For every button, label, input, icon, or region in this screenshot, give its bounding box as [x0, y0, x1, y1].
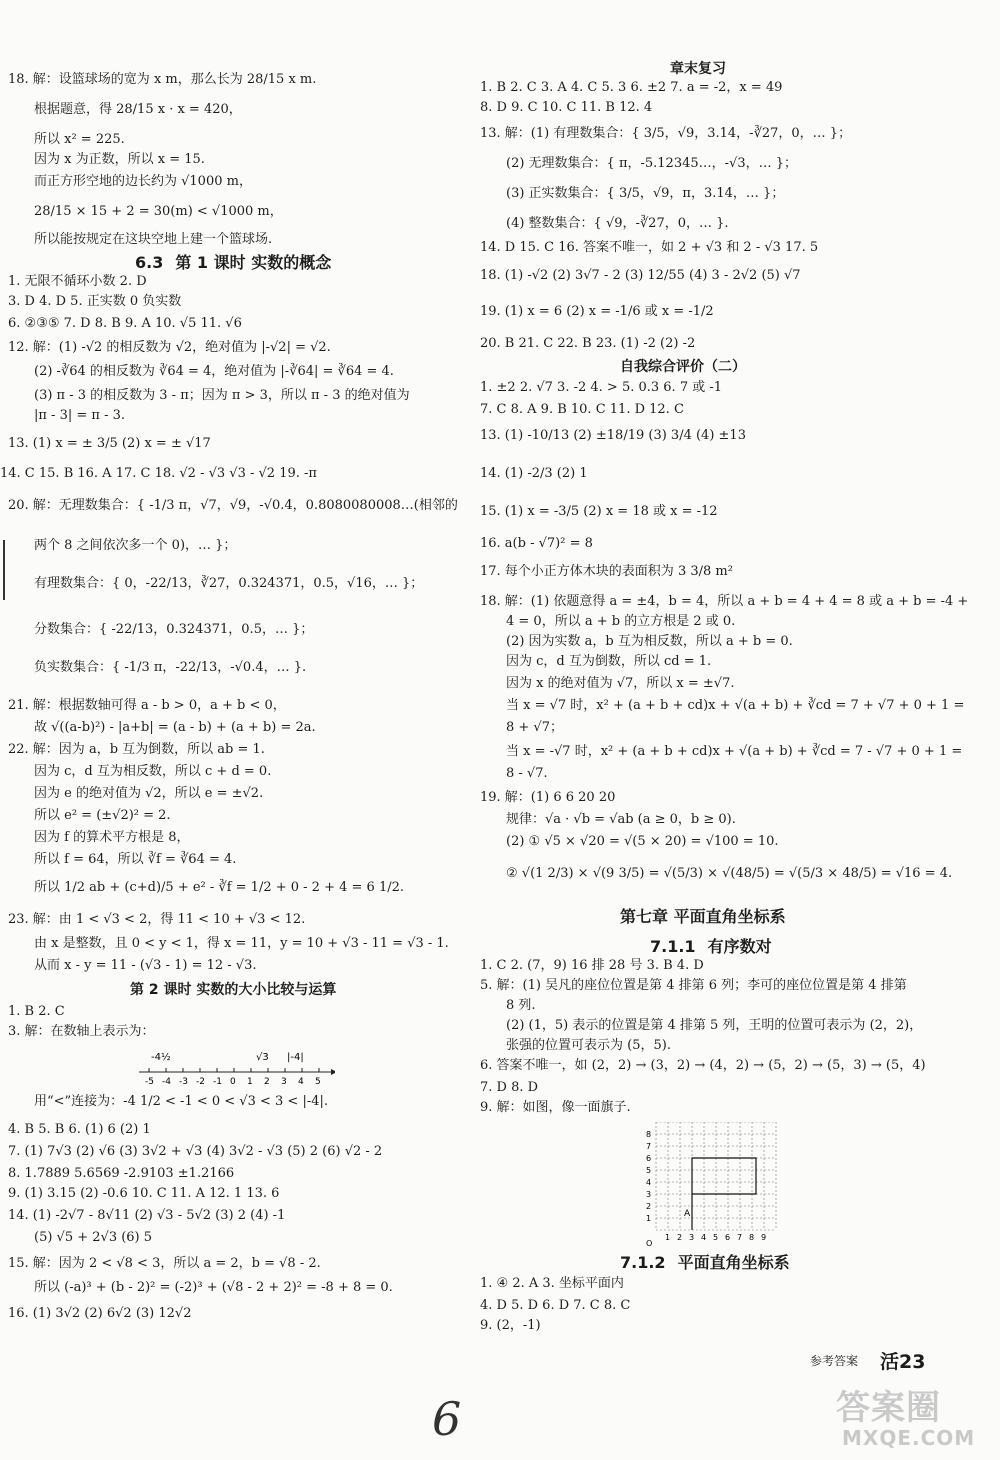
answer-line: 所以 1/2 ab + (c+d)/5 + e² - ∛f = 1/2 + 0 - 2 + 4 = 6 1/2. — [34, 880, 404, 895]
grid-x-label: 2 — [677, 1233, 683, 1242]
answer-line: 17. 每个小正方体木块的表面积为 3 3/8 m² — [480, 564, 733, 579]
answer-line: (3) 正实数集合：{ 3/5，√9，π，3.14，… }； — [506, 186, 785, 201]
answer-line: 所以能按规定在这块空地上建一个篮球场. — [34, 232, 273, 247]
grid-x-label: 1 — [665, 1233, 671, 1242]
answer-line: 14. C 15. B 16. A 17. C 18. √2 - √3 √3 - √2 19. -π — [0, 466, 317, 481]
answer-line: 8. D 9. C 10. C 11. B 12. 4 — [480, 100, 653, 115]
answer-line: 13. (1) -10/13 (2) ±18/19 (3) 3/4 (4) ±13 — [480, 428, 746, 443]
answer-line: 因为 c，d 互为相反数，所以 c + d = 0. — [34, 764, 272, 779]
grid-x-label: 6 — [725, 1233, 731, 1242]
answer-line: 14. D 15. C 16. 答案不唯一，如 2 + √3 和 2 - √3 17. 5 — [480, 240, 819, 255]
grid-x-label: 9 — [761, 1233, 767, 1242]
answer-line: 分数集合：{ -22/13，0.324371，0.5，… }； — [34, 622, 314, 637]
answer-line: (2) -∛64 的相反数为 ∛64 = 4，绝对值为 |-∛64| = ∛64 = 4. — [34, 364, 394, 379]
section-heading-chapter-review: 章末复习 — [670, 61, 726, 77]
grid-x-label: 8 — [749, 1233, 755, 1242]
answer-line: 有理数集合：{ 0，-22/13，∛27，0.324371，0.5，√16，… }； — [34, 576, 424, 591]
answer-line: 16. a(b - √7)² = 8 — [480, 536, 593, 551]
grid-y-label: 7 — [646, 1142, 652, 1151]
answer-line: 21. 解：根据数轴可得 a - b > 0，a + b < 0， — [8, 698, 286, 713]
number-line-point-label: √3 — [256, 1052, 269, 1063]
grid-y-label: 1 — [646, 1214, 652, 1223]
answer-line: 15. (1) x = -3/5 (2) x = 18 或 x = -12 — [480, 504, 718, 519]
answer-line: 从而 x - y = 11 - (√3 - 1) = 12 - √3. — [34, 958, 257, 973]
answer-line: 28/15 × 15 + 2 = 30(m) < √1000 m， — [34, 204, 283, 219]
number-line-tick-label: -2 — [196, 1077, 205, 1087]
number-line-figure — [135, 1046, 335, 1088]
flag-shape — [692, 1158, 756, 1230]
answer-line: 5. 解：(1) 吴凡的座位位置是第 4 排第 6 列；李可的座位位置是第 4 排第 — [480, 978, 907, 993]
grid-x-label: 5 — [713, 1233, 719, 1242]
answer-line: 6. ②③⑤ 7. D 8. B 9. A 10. √5 11. √6 — [8, 316, 242, 331]
answer-line: 7. D 8. D — [480, 1080, 539, 1095]
answer-line: 因为 e 的绝对值为 √2，所以 e = ±√2. — [34, 786, 264, 801]
handwritten-mark: 6 — [432, 1392, 462, 1446]
watermark-url: MXQE.COM — [842, 1426, 976, 1450]
answer-line: 4. B 5. B 6. (1) 6 (2) 1 — [8, 1122, 151, 1137]
answer-line: 8. 1.7889 5.6569 -2.9103 ±1.2166 — [8, 1166, 235, 1181]
watermark-logo: 答案圈 — [836, 1388, 941, 1428]
number-line-point-label: -4½ — [151, 1052, 171, 1063]
answer-line: 8 - √7. — [506, 766, 548, 781]
answer-line: (4) 整数集合：{ √9，-∛27，0，… }. — [506, 216, 729, 231]
answer-line: 两个 8 之间依次多一个 0)，… }； — [34, 538, 237, 553]
answer-line: 根据题意，得 28/15 x · x = 420， — [34, 102, 242, 117]
answer-line: 1. 无限不循环小数 2. D — [8, 274, 147, 289]
number-line-tick-label: -5 — [145, 1077, 154, 1087]
page-number-text: 活23 — [880, 1351, 926, 1373]
answer-line: 7. C 8. A 9. B 10. C 11. D 12. C — [480, 402, 684, 417]
answer-line: 所以 x² = 225. — [34, 132, 125, 147]
number-line-tick-label: 0 — [230, 1077, 236, 1087]
number-line-tick-label: 2 — [264, 1077, 270, 1087]
answer-line: 所以 e² = (±√2)² = 2. — [34, 808, 171, 823]
number-line-tick-label: 5 — [315, 1077, 321, 1087]
grid-y-label: 4 — [646, 1178, 652, 1187]
grid-point-label: A — [684, 1209, 691, 1219]
answer-line: 1. B 2. C 3. A 4. C 5. 3 6. ±2 7. a = -2，x = 49 — [480, 80, 783, 95]
answer-line: 20. 解：无理数集合：{ -1/3 π，√7，√9，-√0.4，0.8080080008…(相邻的 — [8, 498, 458, 513]
answer-line: 因为 x 的绝对值为 √7，所以 x = ±√7. — [506, 676, 735, 691]
grid-x-label: 4 — [701, 1233, 707, 1242]
answer-line: 13. (1) x = ± 3/5 (2) x = ± √17 — [8, 436, 211, 451]
section-title: 第 1 课时 实数的概念 — [175, 253, 332, 272]
answer-line: 9. (1) 3.15 (2) -0.6 10. C 11. A 12. 1 13. 6 — [8, 1186, 280, 1201]
answer-line: 14. (1) -2/3 (2) 1 — [480, 466, 588, 481]
answer-line: 9. (2，-1) — [480, 1318, 541, 1333]
answer-line: 因为 x 为正数，所以 x = 15. — [34, 152, 205, 167]
section-heading-7-1-1 — [650, 934, 772, 957]
answer-line: 19. (1) x = 6 (2) x = -1/6 或 x = -1/2 — [480, 304, 714, 319]
answer-line: 张强的位置可表示为 (5，5). — [506, 1038, 671, 1053]
grid-origin-label: O — [646, 1239, 653, 1248]
number-line-tick-label: -4 — [162, 1077, 171, 1087]
answer-line: 20. B 21. C 22. B 23. (1) -2 (2) -2 — [480, 336, 696, 351]
answer-line: 8 + √7； — [506, 720, 563, 735]
answer-line: 当 x = √7 时，x² + (a + b + cd)x + √(a + b) + ∛cd = 7 + √7 + 0 + 1 = — [506, 698, 965, 713]
answer-line: 7. (1) 7√3 (2) √6 (3) 3√2 + √3 (4) 3√2 - √3 (5) 2 (6) √2 - 2 — [8, 1144, 383, 1159]
number-line-tick-label: -1 — [213, 1077, 222, 1087]
answer-line: 3. 解：在数轴上表示为： — [8, 1024, 155, 1039]
number-line-tick-label: 4 — [298, 1077, 304, 1087]
number-line-arrow — [331, 1069, 335, 1075]
answer-line: (2) 因为实数 a，b 互为相反数，所以 a + b = 0. — [506, 634, 793, 649]
section-title: 平面直角坐标系 — [677, 1253, 790, 1272]
page-number — [880, 1347, 925, 1374]
number-line-tick-label: 1 — [247, 1077, 253, 1087]
number-line-tick-label: -3 — [179, 1077, 188, 1087]
answer-line: 4. D 5. D 6. D 7. C 8. C — [480, 1298, 631, 1313]
answer-line: 1. ±2 2. √7 3. -2 4. > 5. 0.3 6. 7 或 -1 — [480, 380, 723, 395]
answer-line: 16. (1) 3√2 (2) 6√2 (3) 12√2 — [8, 1306, 192, 1321]
footer-ref-label: 参考答案 — [810, 1354, 859, 1368]
answer-line: (2) ① √5 × √20 = √(5 × 20) = √100 = 10. — [506, 834, 779, 849]
answer-line: 13. 解：(1) 有理数集合：{ 3/5，√9，3.14，-∛27，0，… }； — [480, 126, 852, 141]
answer-line: 18. 解：设篮球场的宽为 x m，那么长为 28/15 x m. — [8, 72, 317, 87]
answer-line: 8 列. — [506, 998, 536, 1013]
grid-y-label: 8 — [646, 1130, 652, 1139]
grid-y-label: 5 — [646, 1166, 652, 1175]
answer-line: 所以 f = 64，所以 ∛f = ∛64 = 4. — [34, 852, 237, 867]
answer-line: 1. ④ 2. A 3. 坐标平面内 — [480, 1276, 624, 1291]
answer-line: 由 x 是整数，且 0 < y < 1，得 x = 11，y = 10 + √3 - 11 = √3 - 1. — [34, 936, 449, 951]
section-number: 7.1.2 — [620, 1253, 666, 1272]
grid-y-label: 3 — [646, 1190, 652, 1199]
answer-line: (2) 无理数集合：{ π，-5.12345…，-√3，… }； — [506, 156, 797, 171]
answer-line: 12. 解：(1) -√2 的相反数为 √2，绝对值为 |-√2| = √2. — [8, 340, 331, 355]
answer-line: 23. 解：由 1 < √3 < 2，得 11 < 10 + √3 < 12. — [8, 912, 306, 927]
answer-line: 而正方形空地的边长约为 √1000 m， — [34, 174, 252, 189]
answer-line: ② √(1 2/3) × √(9 3/5) = √(5/3) × √(48/5) = √(5/3 × 48/5) = √16 = 4. — [506, 866, 953, 881]
grid-x-label: 7 — [737, 1233, 743, 1242]
section-heading-lesson-2: 第 2 课时 实数的大小比较与运算 — [130, 982, 337, 998]
answer-line: 1. C 2. (7，9) 16 排 28 号 3. B 4. D — [480, 958, 704, 973]
answer-line: (2) (1，5) 表示的位置是第 4 排第 5 列，王明的位置可表示为 (2，2)， — [506, 1018, 923, 1033]
answer-line: 因为 f 的算术平方根是 8， — [34, 830, 190, 845]
answer-line: 14. (1) -2√7 - 8√11 (2) √3 - 5√2 (3) 2 (4) -1 — [8, 1208, 286, 1223]
answer-line: 15. 解：因为 2 < √8 < 3，所以 a = 2，b = √8 - 2. — [8, 1256, 321, 1271]
answer-line: |π - 3| = π - 3. — [34, 408, 125, 423]
answer-line: 当 x = -√7 时，x² + (a + b + cd)x + √(a + b) + ∛cd = 7 - √7 + 0 + 1 = — [506, 744, 963, 759]
answer-line: 规律：√a · √b = √ab (a ≥ 0，b ≥ 0). — [506, 812, 736, 827]
answer-line: 用“<”连接为：-4 1/2 < -1 < 0 < √3 < 3 < |-4|. — [34, 1094, 329, 1109]
number-line-point-label: |-4| — [287, 1052, 304, 1063]
section-title: 有序数对 — [707, 937, 772, 956]
answer-line: 22. 解：因为 a，b 互为倒数，所以 ab = 1. — [8, 742, 265, 757]
answer-line: 4 = 0，所以 a + b 的立方根是 2 或 0. — [506, 614, 736, 629]
section-heading-7-1-2 — [620, 1250, 790, 1273]
grid-x-label: 3 — [689, 1233, 695, 1242]
margin-bracket — [3, 540, 5, 600]
answer-line: 因为 c，d 互为倒数，所以 cd = 1. — [506, 654, 712, 669]
answer-line: 6. 答案不唯一，如 (2，2) → (3，2) → (4，2) → (5，2) → (5，3) → (5，4) — [480, 1058, 926, 1073]
section-number: 6.3 — [135, 253, 164, 272]
grid-y-label: 6 — [646, 1154, 652, 1163]
answer-line: 故 √((a-b)²) - |a+b| = (a - b) + (a + b) = 2a. — [34, 720, 316, 735]
answer-line: 18. 解：(1) 依题意得 a = ±4，b = 4，所以 a + b = 4 + 4 = 8 或 a + b = -4 + — [480, 594, 969, 609]
answer-line: 所以 (-a)³ + (b - 2)² = (-2)³ + (√8 - 2 + 2)² = -8 + 8 = 0. — [34, 1280, 393, 1295]
section-heading-6-3 — [135, 250, 331, 273]
chapter-heading-7: 第七章 平面直角坐标系 — [620, 907, 786, 926]
answer-line: 19. 解：(1) 6 6 20 20 — [480, 790, 616, 805]
answer-line: 9. 解：如图，像一面旗子. — [480, 1100, 631, 1115]
coordinate-grid-figure — [644, 1122, 784, 1250]
answer-line: 18. (1) -√2 (2) 3√7 - 2 (3) 12/55 (4) 3 - 2√2 (5) √7 — [480, 268, 801, 283]
answer-line: 3. D 4. D 5. 正实数 0 负实数 — [8, 294, 182, 309]
number-line-tick-label: 3 — [281, 1077, 287, 1087]
answer-line: (5) √5 + 2√3 (6) 5 — [34, 1230, 153, 1245]
answer-line: 1. B 2. C — [8, 1004, 65, 1019]
section-number: 7.1.1 — [650, 937, 696, 956]
answer-line: (3) π - 3 的相反数为 3 - π；因为 π > 3，所以 π - 3 的绝对值为 — [34, 388, 410, 403]
answer-line: 负实数集合：{ -1/3 π，-22/13，-√0.4，… }. — [34, 660, 307, 675]
section-heading-self-evaluation: 自我综合评价（二） — [620, 359, 746, 375]
grid-y-label: 2 — [646, 1202, 652, 1211]
